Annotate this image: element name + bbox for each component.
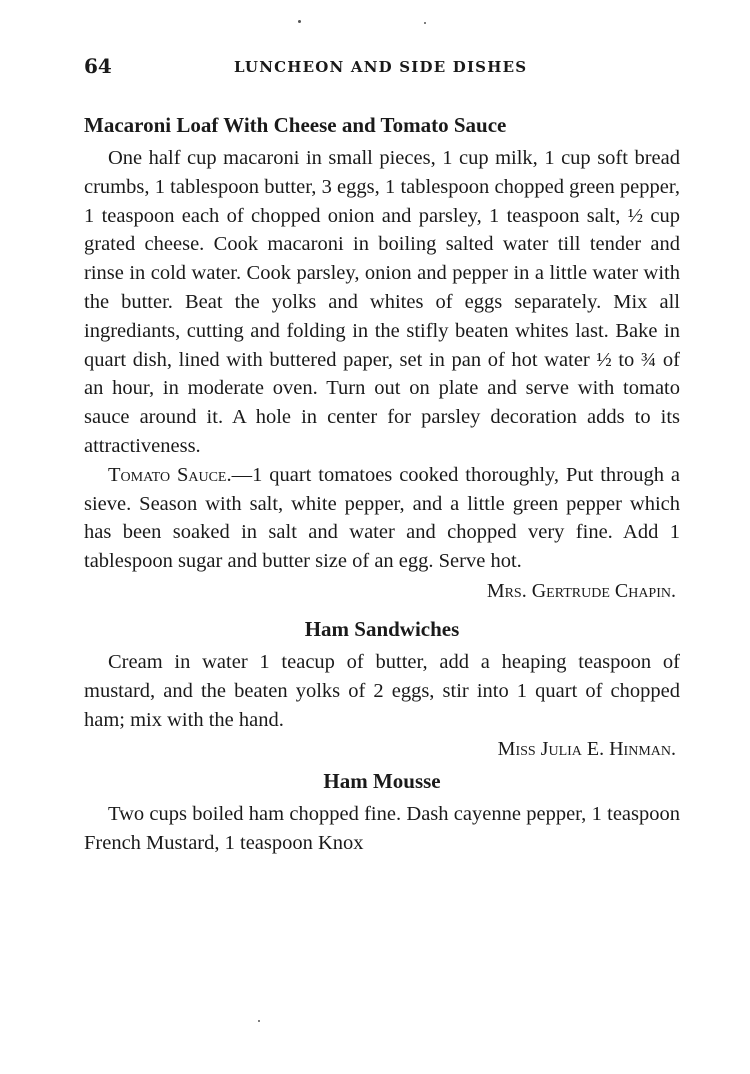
sauce-paragraph — [84, 461, 680, 576]
page-content — [84, 108, 680, 858]
recipe-macaroni-loaf — [84, 108, 680, 606]
recipe-ham-sandwiches — [84, 612, 680, 764]
recipe-title: Ham Mousse — [323, 769, 441, 794]
recipe-body: Two cups boiled ham chopped fine. Dash cayenne pepper, 1 teaspoon French Mustard, 1 teaspoon Knox — [84, 803, 680, 855]
running-head: LUNCHEON AND SIDE DISHES — [234, 58, 528, 76]
ink-speck — [424, 22, 426, 24]
ink-speck — [298, 20, 301, 23]
recipe-title: Ham Sandwiches — [304, 616, 460, 641]
page-header — [84, 54, 680, 84]
recipe-signature: Mrs. Gertrude Chapin. — [486, 579, 676, 602]
sauce-text: —1 quart tomatoes cooked thoroughly, Put through a sieve. Season with salt, white pepper, and a little green pepper which has been soaked in salt and water and chopped very fine. Add 1 tablespoon sugar and butter size of an egg. Serve hot. — [84, 463, 680, 573]
recipe-body: Cream in water 1 teacup of butter, add a heaping teaspoon of mustard, and the beaten yolks of 2 eggs, stir into 1 quart of chopped ham; mix with the hand. — [84, 650, 680, 731]
recipe-body: One half cup macaroni in small pieces, 1 cup milk, 1 cup soft bread crumbs, 1 tablespoon butter, 3 eggs, 1 tablespoon chopped green pepper, 1 teaspoon each of chopped onion and parsley, 1 teaspoon salt, ½ cup grated cheese. Cook macaroni in boiling salted water till tender and rinse in cold water. Cook parsley, onion and pepper in a little water with the butter. Beat the yolks and whites of eggs separately. Mix all ingrediants, cutting and folding in the stifly beaten whites last. Bake in quart dish, lined with buttered paper, set in pan of hot water ½ to ¾ of an hour, in moderate oven. Turn out on plate and serve with tomato sauce around it. A hole in center for parsley decoration adds to its attractiveness. — [84, 147, 680, 457]
ink-speck — [258, 1020, 260, 1022]
recipe-ham-mousse — [84, 764, 680, 858]
recipe-signature: Miss Julia E. Hinman. — [497, 738, 676, 761]
recipe-title: Macaroni Loaf With Cheese and Tomato Sauce — [84, 113, 507, 137]
sauce-label: Tomato Sauce. — [108, 463, 232, 486]
page-number: 64 — [84, 54, 112, 78]
